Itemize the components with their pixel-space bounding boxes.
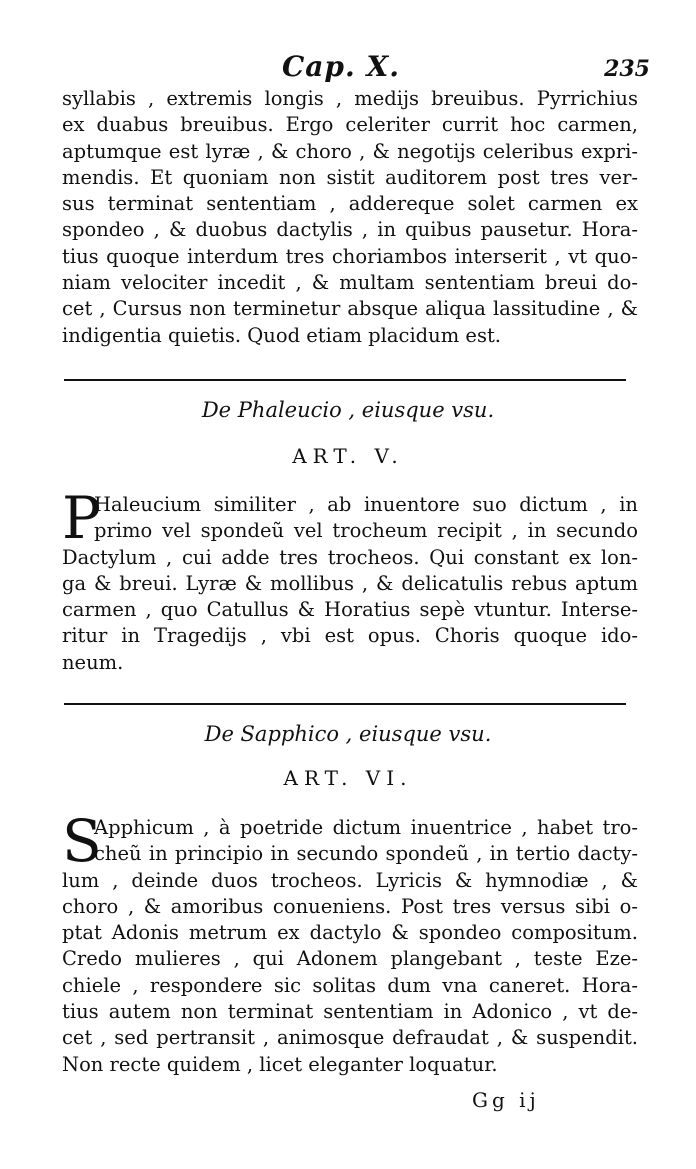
text-line: mendis. Et quoniam non sistit auditorem post tres ver-	[62, 165, 638, 189]
text-line: ptat Adonis metrum ex dactylo & spondeo compositum.	[62, 921, 638, 945]
text-line: cet , Cursus non terminetur absque aliqua lassitudine , &	[62, 297, 638, 321]
text-line: Apphicum , à poetride dictum inuentrice , habet tro-	[94, 816, 638, 839]
section-divider	[64, 379, 626, 381]
text-line: tius autem non terminat sententiam in Adonico , vt de-	[62, 1000, 638, 1024]
text-line: cet , sed pertransit , animosque defraudat , & suspendit.	[62, 1026, 638, 1050]
text-line: Non recte quidem , licet eleganter loquatur.	[62, 1052, 498, 1076]
chapter-heading: Cap. X.	[282, 50, 400, 83]
section-title-phaleucio: De Phaleucio , eiusque vsu.	[201, 398, 495, 422]
text-line: primo vel spondeũ vel trocheum recipit , in secundo	[94, 519, 638, 543]
text-line: syllabis , extremis longis , medijs breuibus. Pyrrichius	[62, 87, 638, 110]
text-line: chiele , respondere sic solitas dum vna caneret. Hora-	[62, 973, 638, 997]
text-line: sus terminat sententiam , addereque solet carmen ex	[62, 192, 638, 216]
text-line: indigentia quietis. Quod etiam placidum est.	[62, 323, 501, 347]
text-line: lum , deinde duos trocheos. Lyricis & hymnodiæ , &	[62, 868, 638, 892]
text-line: neum.	[62, 650, 124, 674]
article-label-6: ART. VI.	[283, 766, 413, 790]
text-line: carmen , quo Catullus & Horatius sepè vtuntur. Interse-	[62, 598, 638, 622]
page-number: 235	[604, 56, 650, 82]
text-line: niam velociter incedit , & multam sententiam breui do-	[62, 271, 638, 295]
text-line: spondeo , & duobus dactylis , in quibus pausetur. Hora-	[62, 218, 638, 242]
text-line: Haleucium similiter , ab inuentore suo dictum , in	[94, 493, 638, 516]
text-line: Dactylum , cui adde tres trocheos. Qui constant ex lon-	[62, 545, 638, 569]
section-divider	[64, 703, 626, 705]
intro-paragraph	[62, 86, 638, 349]
text-line: cheũ in principio in secundo spondeũ , in tertio dacty-	[94, 842, 638, 866]
signature-mark: Gg ij	[472, 1088, 540, 1112]
text-line: Credo mulieres , qui Adonem plangebant , teste Eze-	[62, 947, 638, 971]
text-line: choro , & amoribus conueniens. Post tres versus sibi o-	[62, 894, 638, 918]
phaleucio-paragraph	[62, 484, 638, 676]
drop-cap-s: S	[62, 807, 102, 875]
running-header	[60, 50, 650, 90]
text-line: ritur in Tragedijs , vbi est opus. Choris quoque ido-	[62, 624, 638, 648]
section-title-sapphico: De Sapphico , eiusque vsu.	[204, 722, 492, 746]
article-label-5: ART. V.	[292, 444, 404, 468]
sapphico-paragraph	[62, 807, 638, 1078]
text-line: aptumque est lyræ , & choro , & negotijs celeribus expri-	[62, 139, 638, 163]
drop-cap-p: P	[62, 484, 102, 552]
text-line: ex duabus breuibus. Ergo celeriter currit hoc carmen,	[62, 113, 638, 137]
text-line: tius quoque interdum tres choriambos interserit , vt quo-	[62, 244, 638, 268]
text-line: ga & breui. Lyræ & mollibus , & delicatulis rebus aptum	[62, 571, 638, 595]
